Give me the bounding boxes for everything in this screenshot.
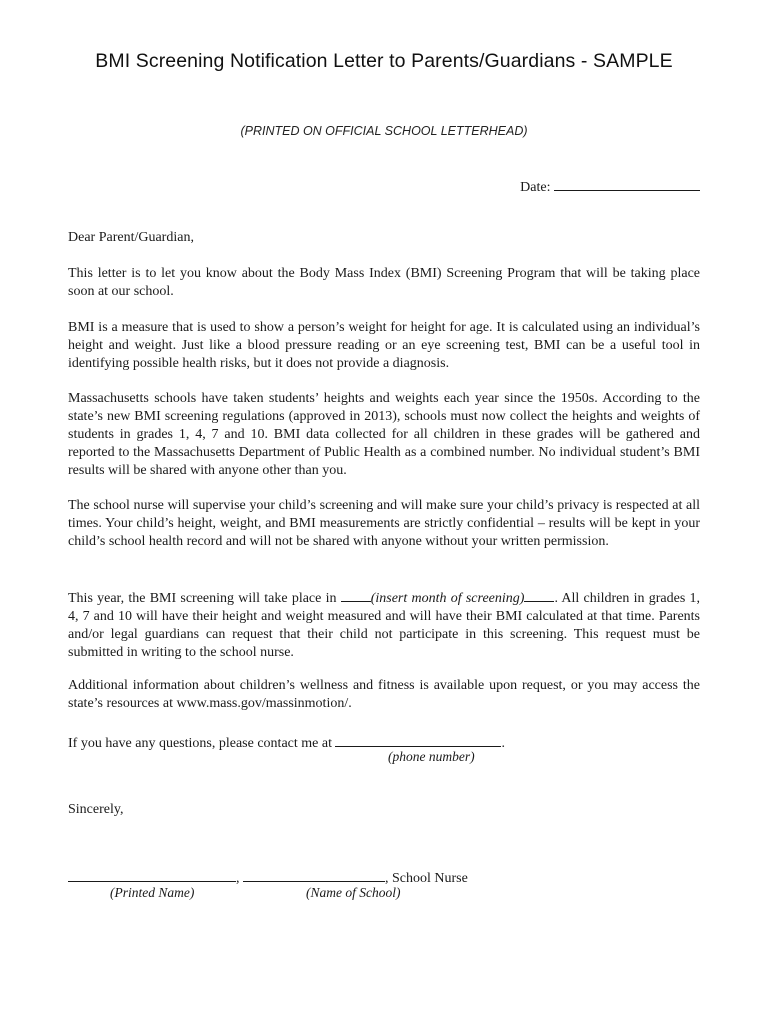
schedule-text-end: . All children in grades 1, 4, 7 and 10 will have their height and weight measured and will have their BMI calculated at that time. Parents and/or legal guardians can request that their child not participate in this screening. This request must be submitted in writing to the school nurse. [68, 591, 701, 660]
printed-name-blank [68, 867, 236, 882]
signature-line [68, 867, 468, 887]
phone-caption: (phone number) [388, 749, 475, 764]
signature-role: , School Nurse [385, 871, 468, 886]
school-name-caption: (Name of School) [306, 885, 401, 900]
contact-text: If you have any questions, please contact me at [68, 736, 336, 751]
school-name-blank [243, 867, 385, 882]
schedule-text-start: This year, the BMI screening will take place in [68, 591, 341, 606]
date-blank [554, 176, 700, 191]
contact-period: . [501, 736, 505, 751]
printed-name-caption: (Printed Name) [110, 885, 195, 900]
month-blank-before [341, 587, 371, 602]
salutation: Dear Parent/Guardian, [68, 230, 194, 245]
letter-title: BMI Screening Notification Letter to Parents/Guardians - SAMPLE [95, 50, 673, 72]
paragraph-resources: Additional information about children’s wellness and fitness is available upon request, or you may access the state’s resources at www.mass.gov/massinmotion/. [68, 678, 700, 711]
date-label: Date: [520, 180, 551, 195]
paragraph-bmi-definition: BMI is a measure that is used to show a person’s weight for height for age. It is calculated using an individual’s height and weight. Just like a blood pressure reading or an eye screening test, BMI can be a useful tool in identifying possible health risks, but it does not provide a diagnosis. [68, 320, 700, 371]
closing: Sincerely, [68, 802, 124, 817]
phone-blank [335, 732, 501, 747]
signature-separator: , [236, 871, 243, 886]
paragraph-regulations: Massachusetts schools have taken students’ heights and weights each year since the 1950s. According to the state’s new BMI screening regulations (approved in 2013), schools must now collect the heights and weights of students in grades 1, 4, 7 and 10. BMI data collected for all children in these grades will be gathered and reported to the Massachusetts Department of Public Health as a combined number. No individual student’s BMI results will be shared with anyone other than you. [68, 391, 700, 478]
month-insert-placeholder: (insert month of screening) [370, 591, 525, 606]
paragraph-privacy: The school nurse will supervise your child’s screening and will make sure your child’s privacy is respected at all times. Your child’s height, weight, and BMI measurements are strictly confidential – results will be kept in your child’s school health record and will not be shared with anyone without your written permission. [68, 498, 700, 549]
letterhead-note: (PRINTED ON OFFICIAL SCHOOL LETTERHEAD) [240, 124, 528, 138]
date-line [520, 176, 700, 196]
month-blank-after [524, 587, 554, 602]
paragraph-schedule [68, 587, 700, 662]
paragraph-intro: This letter is to let you know about the Body Mass Index (BMI) Screening Program that will be taking place soon at our school. [68, 266, 700, 299]
paragraph-contact [68, 732, 700, 753]
